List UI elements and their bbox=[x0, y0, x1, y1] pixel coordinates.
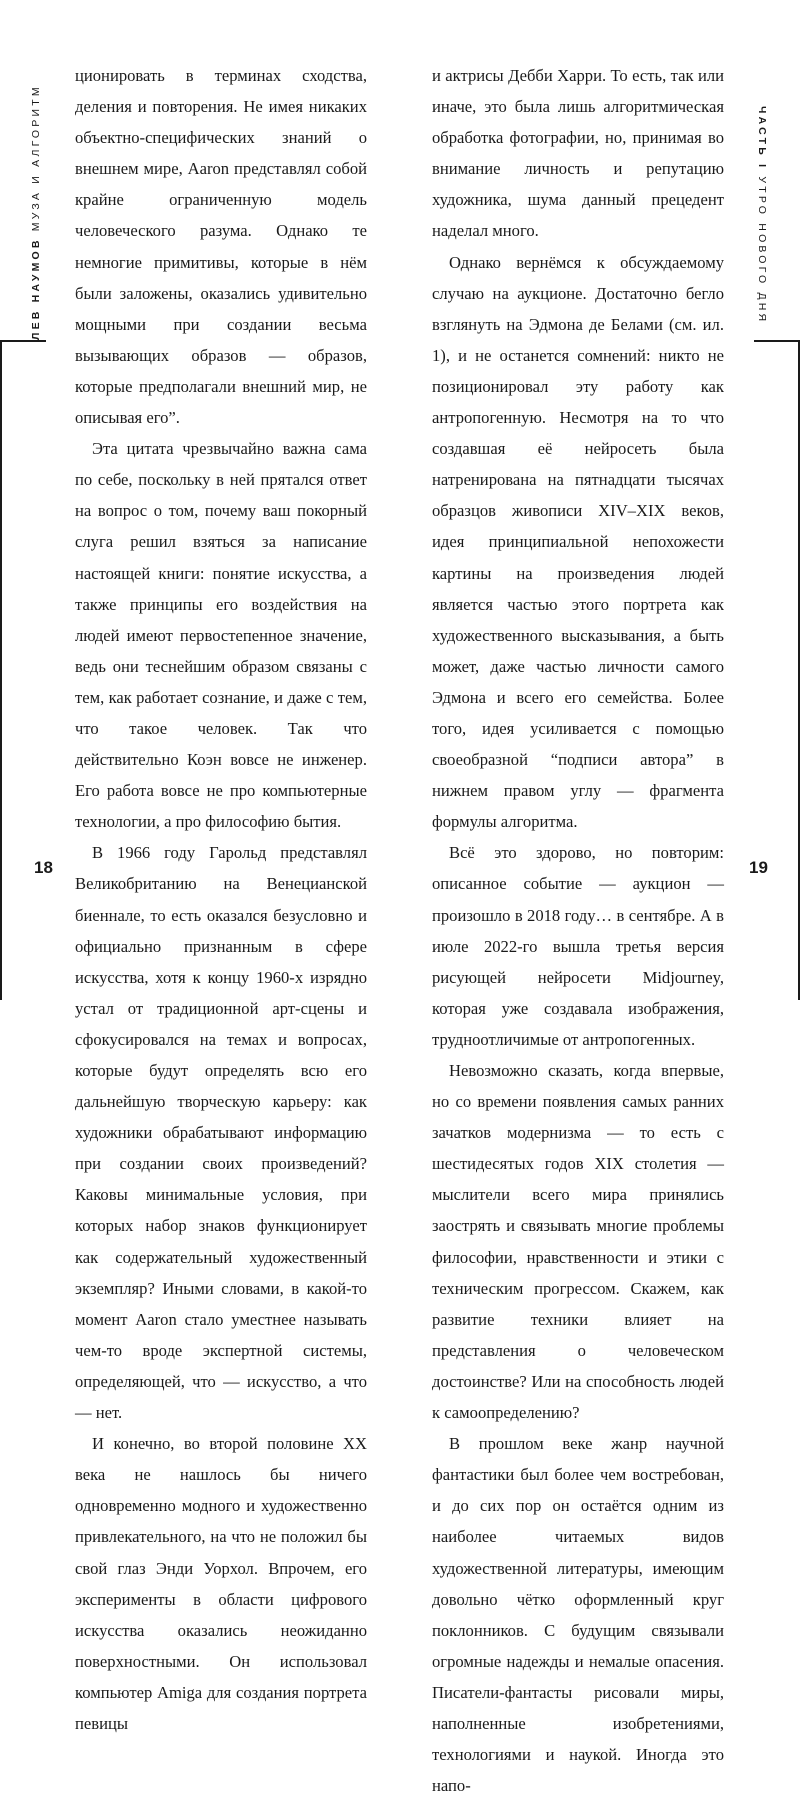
author-name: ЛЕВ НАУМОВ bbox=[30, 237, 42, 340]
right-running-header bbox=[756, 106, 768, 324]
part-title: УТРО НОВОГО ДНЯ bbox=[756, 176, 768, 325]
left-running-header bbox=[30, 84, 42, 340]
book-title: МУЗА И АЛГОРИТМ bbox=[30, 84, 42, 232]
left-paragraph-2: Эта цитата чрезвычайно важна сама по себе, поскольку в ней прятался ответ на вопрос о том, почему ваш покорный слуга решил взяться за написание настоящей книги: понятие искусства, а также принципы его воздействия на людей имеют первостепенное значение, ведь они теснейшим образом связаны с тем, как работает сознание, и даже с тем, что такое человек. Так что действительно Коэн вовсе не инженер. Его работа вовсе не про компьютерные технологии, а про философию бытия. bbox=[75, 439, 367, 832]
right-page-body bbox=[432, 60, 724, 1801]
right-page-number: 19 bbox=[749, 858, 768, 877]
left-paragraph-1: ционировать в терминах сходства, деления и повторения. Не имея никаких объектно-специфических знаний о внешнем мире, Aaron представлял собой крайне ограниченную модель человеческого разума. Однако те немногие примитивы, которые в нём были заложены, оказались удивительно мощными при создании весьма вызывающих образов — образов, которые предполагали внешний мир, не описывая его”. bbox=[75, 66, 367, 428]
left-edge-rule bbox=[0, 340, 2, 1000]
part-label: ЧАСТЬ I bbox=[756, 106, 768, 171]
right-tab-bar bbox=[754, 340, 800, 342]
right-paragraph-2: Однако вернёмся к обсуждаемому случаю на аукционе. Достаточно бегло взглянуть на Эдмона де Белами (см. ил. 1), и не останется сомнений: никто не позиционировал эту работу как антропогенную. Несмотря на то что создавшая её нейросеть была натренирована на пятнадцати тысячах образцов живописи XIV–XIX веков, идея принципиальной непохожести картины на произведения людей является частью этого портрета как художественного высказывания, а быть может, даже частью личности самого Эдмона и всего его семейства. Более того, идея усиливается с помощью своеобразной “подписи автора” в нижнем правом углу — фрагмента формулы алгоритма. bbox=[432, 252, 724, 832]
left-page-body bbox=[75, 60, 367, 1739]
right-paragraph-4: Невозможно сказать, когда впервые, но со времени появления самых ранних зачатков модернизма — то есть с шестидесятых годов XIX столетия — мыслители всего мира принялись заострять и связывать многие проблемы философии, нравственности и этики с техническим прогрессом. Скажем, как развитие техники влияет на представления о человеческом достоинстве? Или на способность людей к самоопределению? bbox=[432, 1061, 724, 1423]
right-paragraph-3: Всё это здорово, но повторим: описанное событие — аукцион — произошло в 2018 году… в сентябре. А в июле 2022-го вышла третья версия рисующей нейросети Midjourney, которая уже создавала изображения, трудноотличимые от антропогенных. bbox=[432, 843, 724, 1049]
right-paragraph-5: В прошлом веке жанр научной фантастики был более чем востребован, и до сих пор он остаётся одним из наиболее читаемых видов художественной литературы, имеющим довольно чётко оформленный круг поклонников. С будущим связывали огромные надежды и немалые опасения. Писатели-фантасты рисовали миры, наполненные изобретениями, технологиями и наукой. Иногда это напо- bbox=[432, 1434, 724, 1796]
left-tab-bar bbox=[0, 340, 46, 342]
left-page-number: 18 bbox=[34, 858, 53, 877]
right-paragraph-1: и актрисы Дебби Харри. То есть, так или иначе, это была лишь алгоритмическая обработка фотографии, но, принимая во внимание личность и репутацию художника, шума данный прецедент наделал много. bbox=[432, 66, 724, 241]
left-paragraph-4: И конечно, во второй половине XX века не нашлось бы ничего одновременно модного и художественно привлекательного, на что не положил бы свой глаз Энди Уорхол. Впрочем, его эксперименты в области цифрового искусства оказались неожиданно поверхностными. Он использовал компьютер Amiga для создания портрета певицы bbox=[75, 1434, 367, 1733]
left-paragraph-3: В 1966 году Гарольд представлял Великобританию на Венецианской биеннале, то есть оказался безусловно и официально признанным в сфере искусства, хотя к концу 1960-х изрядно устал от традиционной арт-сцены и сфокусировался на темах и вопросах, которые будут определять всю его дальнейшую творческую карьеру: как художники обрабатывают информацию при создании своих произведений? Каковы минимальные условия, при которых набор знаков функционирует как содержательный художественный экземпляр? Иными словами, в какой-то момент Aaron стало уместнее называть чем-то вроде экспертной системы, определяющей, что — искусство, а что — нет. bbox=[75, 843, 367, 1423]
